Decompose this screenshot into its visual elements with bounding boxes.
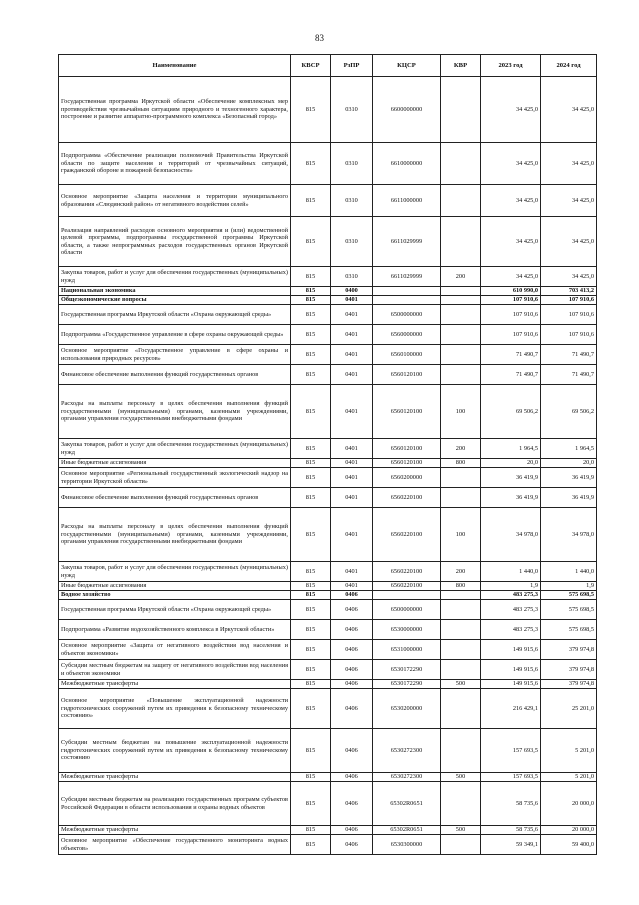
table-row (59, 185, 597, 217)
cell-kvr: 500 (441, 826, 481, 835)
cell-kcsr (373, 591, 441, 600)
cell-name: Общеэкономические вопросы (59, 296, 291, 305)
table-header-row (59, 55, 597, 77)
cell-y2023: 58 735,6 (481, 826, 541, 835)
cell-kvsr: 815 (291, 345, 331, 365)
table-row (59, 305, 597, 325)
cell-kvr: 200 (441, 267, 481, 287)
cell-kvr (441, 217, 481, 267)
cell-rzpr: 0406 (331, 600, 373, 620)
cell-y2024: 34 425,0 (541, 267, 597, 287)
cell-rzpr: 0406 (331, 835, 373, 855)
cell-kcsr: 6560220100 (373, 508, 441, 562)
cell-name: Иные бюджетные ассигнования (59, 459, 291, 468)
cell-kvr (441, 185, 481, 217)
cell-rzpr: 0401 (331, 459, 373, 468)
cell-kvr (441, 287, 481, 296)
cell-kvsr: 815 (291, 508, 331, 562)
cell-y2023: 71 490,7 (481, 365, 541, 385)
cell-kvr (441, 296, 481, 305)
cell-rzpr: 0406 (331, 620, 373, 640)
cell-y2024: 71 490,7 (541, 365, 597, 385)
cell-y2023: 216 429,1 (481, 689, 541, 729)
cell-rzpr: 0406 (331, 680, 373, 689)
header-2023: 2023 год (481, 55, 541, 77)
cell-kvsr: 815 (291, 488, 331, 508)
cell-rzpr: 0406 (331, 640, 373, 660)
cell-kcsr: 6530200000 (373, 689, 441, 729)
table-row (59, 582, 597, 591)
table-row (59, 689, 597, 729)
cell-kvr (441, 835, 481, 855)
cell-y2023: 149 915,6 (481, 660, 541, 680)
table-row (59, 680, 597, 689)
cell-y2024: 1 440,0 (541, 562, 597, 582)
cell-y2024: 575 698,5 (541, 600, 597, 620)
table-row (59, 287, 597, 296)
cell-kcsr: 6611000000 (373, 185, 441, 217)
table-row (59, 217, 597, 267)
cell-kvr (441, 591, 481, 600)
cell-rzpr: 0310 (331, 217, 373, 267)
table-row (59, 325, 597, 345)
header-rzpr: РзПР (331, 55, 373, 77)
table-row (59, 459, 597, 468)
cell-kcsr (373, 287, 441, 296)
cell-rzpr: 0310 (331, 143, 373, 185)
cell-kcsr: 6560200000 (373, 468, 441, 488)
cell-name: Основное мероприятие «Защита населения и территории муниципального образования «Слюдянский район» от негативного воздействия селей» (59, 185, 291, 217)
cell-kvsr: 815 (291, 143, 331, 185)
cell-rzpr: 0401 (331, 385, 373, 439)
cell-y2023: 149 915,6 (481, 680, 541, 689)
table-row (59, 385, 597, 439)
cell-rzpr: 0406 (331, 826, 373, 835)
cell-kvr (441, 689, 481, 729)
cell-kvsr: 815 (291, 267, 331, 287)
table-row (59, 468, 597, 488)
cell-kcsr: 6530272300 (373, 729, 441, 773)
cell-kvsr: 815 (291, 591, 331, 600)
table-row (59, 365, 597, 385)
cell-y2023: 71 490,7 (481, 345, 541, 365)
cell-kcsr: 6560000000 (373, 325, 441, 345)
cell-y2024: 107 910,6 (541, 325, 597, 345)
cell-kcsr: 6611029999 (373, 267, 441, 287)
table-row (59, 508, 597, 562)
cell-kvr (441, 325, 481, 345)
cell-name: Расходы на выплаты персоналу в целях обеспечения выполнения функций государственными (муниципальными) органами, казенными учреждениями, органами управления государственными внебюджетными фондами (59, 385, 291, 439)
table-row (59, 267, 597, 287)
cell-kvsr: 815 (291, 439, 331, 459)
cell-y2023: 107 910,6 (481, 325, 541, 345)
cell-y2023: 157 693,5 (481, 773, 541, 782)
cell-kcsr: 6500000000 (373, 600, 441, 620)
cell-rzpr: 0406 (331, 729, 373, 773)
cell-y2023: 36 419,9 (481, 468, 541, 488)
cell-rzpr: 0401 (331, 305, 373, 325)
cell-y2024: 20,0 (541, 459, 597, 468)
cell-y2024: 379 974,8 (541, 660, 597, 680)
cell-y2023: 483 275,3 (481, 591, 541, 600)
cell-kvr (441, 365, 481, 385)
cell-y2023: 157 693,5 (481, 729, 541, 773)
cell-name: Закупка товаров, работ и услуг для обеспечения государственных (муниципальных) нужд (59, 439, 291, 459)
cell-name: Субсидии местным бюджетам на защиту от негативного воздействия вод населения и объектов экономики (59, 660, 291, 680)
cell-rzpr: 0406 (331, 773, 373, 782)
cell-kvsr: 815 (291, 600, 331, 620)
cell-rzpr: 0401 (331, 345, 373, 365)
cell-y2023: 34 425,0 (481, 143, 541, 185)
cell-y2024: 36 419,9 (541, 468, 597, 488)
cell-name: Финансовое обеспечение выполнения функций государственных органов (59, 488, 291, 508)
cell-kvsr: 815 (291, 582, 331, 591)
cell-name: Национальная экономика (59, 287, 291, 296)
cell-y2023: 107 910,6 (481, 296, 541, 305)
cell-y2023: 610 990,0 (481, 287, 541, 296)
table-row (59, 143, 597, 185)
cell-name: Подпрограмма «Обеспечение реализации полномочий Правительства Иркутской области по защите населения и территорий от чрезвычайных ситуаций, гражданской обороне и пожарной безопасности» (59, 143, 291, 185)
cell-kcsr: 6560120100 (373, 459, 441, 468)
table-row (59, 488, 597, 508)
cell-y2024: 1,9 (541, 582, 597, 591)
cell-kvsr: 815 (291, 296, 331, 305)
cell-kvsr: 815 (291, 365, 331, 385)
cell-y2023: 34 425,0 (481, 267, 541, 287)
cell-kcsr: 65302R0651 (373, 826, 441, 835)
cell-name: Закупка товаров, работ и услуг для обеспечения государственных (муниципальных) нужд (59, 267, 291, 287)
cell-y2024: 59 400,0 (541, 835, 597, 855)
cell-y2023: 59 349,1 (481, 835, 541, 855)
cell-name: Основное мероприятие «Повышение эксплуатационной надежности гидротехнических сооружений путем их приведения к безопасному техническому состоянию» (59, 689, 291, 729)
table-row (59, 77, 597, 143)
cell-kvsr: 815 (291, 217, 331, 267)
cell-kcsr (373, 296, 441, 305)
table-body (59, 77, 597, 855)
cell-rzpr: 0401 (331, 296, 373, 305)
cell-y2024: 379 974,8 (541, 640, 597, 660)
cell-y2023: 20,0 (481, 459, 541, 468)
cell-kvsr: 815 (291, 562, 331, 582)
cell-kvsr: 815 (291, 835, 331, 855)
cell-name: Основное мероприятие «Обеспечение государственного мониторинга водных объектов» (59, 835, 291, 855)
cell-rzpr: 0401 (331, 325, 373, 345)
cell-kvsr: 815 (291, 325, 331, 345)
cell-kvr: 200 (441, 562, 481, 582)
cell-kvsr: 815 (291, 620, 331, 640)
cell-name: Основное мероприятие «Государственное управление в сфере охраны и использования природных ресурсов» (59, 345, 291, 365)
cell-rzpr: 0401 (331, 562, 373, 582)
cell-kvr (441, 77, 481, 143)
cell-name: Межбюджетные трансферты (59, 680, 291, 689)
header-kcsr: КЦСР (373, 55, 441, 77)
cell-kvr: 200 (441, 439, 481, 459)
cell-y2023: 107 910,6 (481, 305, 541, 325)
cell-y2024: 5 201,0 (541, 773, 597, 782)
cell-y2023: 1 440,0 (481, 562, 541, 582)
cell-y2023: 483 275,3 (481, 600, 541, 620)
cell-y2023: 34 425,0 (481, 77, 541, 143)
cell-y2024: 575 698,5 (541, 620, 597, 640)
cell-kvsr: 815 (291, 468, 331, 488)
cell-kcsr: 6500000000 (373, 305, 441, 325)
cell-kvr (441, 620, 481, 640)
table-row (59, 296, 597, 305)
cell-kvr (441, 600, 481, 620)
cell-kcsr: 6560120100 (373, 365, 441, 385)
cell-kvr: 500 (441, 773, 481, 782)
cell-kvsr: 815 (291, 459, 331, 468)
cell-name: Основное мероприятие «Региональный государственный экологический надзор на территории Иркутской области» (59, 468, 291, 488)
cell-kvsr: 815 (291, 287, 331, 296)
cell-rzpr: 0401 (331, 365, 373, 385)
cell-name: Основное мероприятие «Защита от негативного воздействия вод населения и объектов экономики» (59, 640, 291, 660)
cell-name: Закупка товаров, работ и услуг для обеспечения государственных (муниципальных) нужд (59, 562, 291, 582)
cell-kcsr: 6560220100 (373, 582, 441, 591)
cell-kcsr: 6531000000 (373, 640, 441, 660)
table-row (59, 591, 597, 600)
cell-y2024: 34 425,0 (541, 77, 597, 143)
cell-y2024: 107 910,6 (541, 296, 597, 305)
cell-name: Государственная программа Иркутской области «Охрана окружающей среды» (59, 600, 291, 620)
budget-table (58, 54, 597, 855)
cell-kvr (441, 345, 481, 365)
cell-kvsr: 815 (291, 660, 331, 680)
cell-y2023: 34 425,0 (481, 217, 541, 267)
cell-kcsr: 6530272300 (373, 773, 441, 782)
cell-kcsr: 6610000000 (373, 143, 441, 185)
header-name: Наименование (59, 55, 291, 77)
page-number: 83 (315, 33, 324, 43)
cell-kvr (441, 305, 481, 325)
cell-kcsr: 6560120100 (373, 439, 441, 459)
cell-rzpr: 0401 (331, 439, 373, 459)
cell-y2023: 149 915,6 (481, 640, 541, 660)
cell-rzpr: 0406 (331, 782, 373, 826)
cell-name: Подпрограмма «Развитие водохозяйственного комплекса в Иркутской области» (59, 620, 291, 640)
table-row (59, 620, 597, 640)
cell-kvr: 800 (441, 582, 481, 591)
cell-rzpr: 0406 (331, 689, 373, 729)
cell-name: Государственная программа Иркутской области «Обеспечение комплексных мер противодействия чрезвычайным ситуациям природного и техногенного характера, построение и развитие аппаратно-программного комплекса «Безопасный город» (59, 77, 291, 143)
cell-kvr (441, 143, 481, 185)
cell-kcsr: 6611029999 (373, 217, 441, 267)
cell-kcsr: 6560100000 (373, 345, 441, 365)
cell-y2024: 575 698,5 (541, 591, 597, 600)
cell-kvr (441, 782, 481, 826)
cell-y2023: 1 964,5 (481, 439, 541, 459)
cell-rzpr: 0310 (331, 267, 373, 287)
cell-y2024: 20 000,0 (541, 782, 597, 826)
cell-name: Межбюджетные трансферты (59, 773, 291, 782)
cell-kvr (441, 729, 481, 773)
cell-name: Финансовое обеспечение выполнения функций государственных органов (59, 365, 291, 385)
header-2024: 2024 год (541, 55, 597, 77)
cell-name: Иные бюджетные ассигнования (59, 582, 291, 591)
cell-y2023: 69 506,2 (481, 385, 541, 439)
cell-kvsr: 815 (291, 305, 331, 325)
cell-kvr (441, 468, 481, 488)
cell-name: Государственная программа Иркутской области «Охрана окружающей среды» (59, 305, 291, 325)
cell-rzpr: 0310 (331, 77, 373, 143)
cell-kcsr: 6560120100 (373, 385, 441, 439)
cell-kvr: 100 (441, 385, 481, 439)
cell-y2024: 34 425,0 (541, 217, 597, 267)
cell-y2023: 34 978,0 (481, 508, 541, 562)
table-row (59, 640, 597, 660)
cell-rzpr: 0401 (331, 582, 373, 591)
cell-kvsr: 815 (291, 773, 331, 782)
cell-kvsr: 815 (291, 782, 331, 826)
cell-kvr: 500 (441, 680, 481, 689)
cell-kvsr: 815 (291, 385, 331, 439)
table-row (59, 345, 597, 365)
cell-kcsr: 6530172290 (373, 680, 441, 689)
cell-rzpr: 0400 (331, 287, 373, 296)
cell-name: Межбюджетные трансферты (59, 826, 291, 835)
header-kvr: КВР (441, 55, 481, 77)
table-row (59, 782, 597, 826)
cell-y2023: 1,9 (481, 582, 541, 591)
cell-kvsr: 815 (291, 640, 331, 660)
cell-y2024: 34 978,0 (541, 508, 597, 562)
header-kvsr: КВСР (291, 55, 331, 77)
cell-y2024: 1 964,5 (541, 439, 597, 459)
cell-y2024: 36 419,9 (541, 488, 597, 508)
cell-y2024: 34 425,0 (541, 185, 597, 217)
table-row (59, 600, 597, 620)
cell-kvsr: 815 (291, 680, 331, 689)
cell-y2024: 703 413,2 (541, 287, 597, 296)
cell-kcsr: 6530172290 (373, 660, 441, 680)
cell-rzpr: 0406 (331, 591, 373, 600)
cell-name: Водное хозяйство (59, 591, 291, 600)
cell-y2023: 36 419,9 (481, 488, 541, 508)
cell-kvsr: 815 (291, 77, 331, 143)
table-row (59, 826, 597, 835)
cell-rzpr: 0401 (331, 468, 373, 488)
cell-y2024: 107 910,6 (541, 305, 597, 325)
cell-y2023: 483 275,3 (481, 620, 541, 640)
cell-y2023: 34 425,0 (481, 185, 541, 217)
cell-kvr (441, 488, 481, 508)
cell-kcsr: 6530300000 (373, 835, 441, 855)
cell-rzpr: 0310 (331, 185, 373, 217)
cell-kvsr: 815 (291, 729, 331, 773)
cell-kvr: 800 (441, 459, 481, 468)
cell-y2023: 58 735,6 (481, 782, 541, 826)
cell-kvsr: 815 (291, 185, 331, 217)
cell-y2024: 71 490,7 (541, 345, 597, 365)
cell-y2024: 5 201,0 (541, 729, 597, 773)
table-row (59, 773, 597, 782)
cell-kcsr: 6560220100 (373, 562, 441, 582)
cell-y2024: 20 000,0 (541, 826, 597, 835)
cell-kcsr: 65302R0651 (373, 782, 441, 826)
cell-kvsr: 815 (291, 689, 331, 729)
cell-name: Субсидии местным бюджетам на реализацию государственных программ субъектов Российской Федерации в области использования и охраны водных объектов (59, 782, 291, 826)
table-row (59, 729, 597, 773)
cell-name: Расходы на выплаты персоналу в целях обеспечения выполнения функций государственными (муниципальными) органами, казенными учреждениями, органами управления государственными внебюджетными фондами (59, 508, 291, 562)
cell-y2024: 69 506,2 (541, 385, 597, 439)
cell-kcsr: 6600000000 (373, 77, 441, 143)
table-row (59, 660, 597, 680)
table-row (59, 562, 597, 582)
cell-name: Субсидии местным бюджетам на повышение эксплуатационной надежности гидротехнических сооружений путем их приведения к безопасному техническому состоянию (59, 729, 291, 773)
cell-y2024: 379 974,8 (541, 680, 597, 689)
table-row (59, 439, 597, 459)
cell-rzpr: 0406 (331, 660, 373, 680)
cell-rzpr: 0401 (331, 488, 373, 508)
cell-kcsr: 6530000000 (373, 620, 441, 640)
cell-rzpr: 0401 (331, 508, 373, 562)
cell-y2024: 34 425,0 (541, 143, 597, 185)
cell-name: Подпрограмма «Государственное управление в сфере охраны окружающей среды» (59, 325, 291, 345)
cell-kcsr: 6560220100 (373, 488, 441, 508)
table-row (59, 835, 597, 855)
cell-kvr: 100 (441, 508, 481, 562)
cell-kvsr: 815 (291, 826, 331, 835)
cell-name: Реализация направлений расходов основного мероприятия и (или) ведомственной целевой программы, подпрограммы государственной программы Иркутской области, а также непрограммных расходов государственных органов Иркутской области (59, 217, 291, 267)
cell-kvr (441, 660, 481, 680)
cell-kvr (441, 640, 481, 660)
cell-y2024: 25 201,0 (541, 689, 597, 729)
